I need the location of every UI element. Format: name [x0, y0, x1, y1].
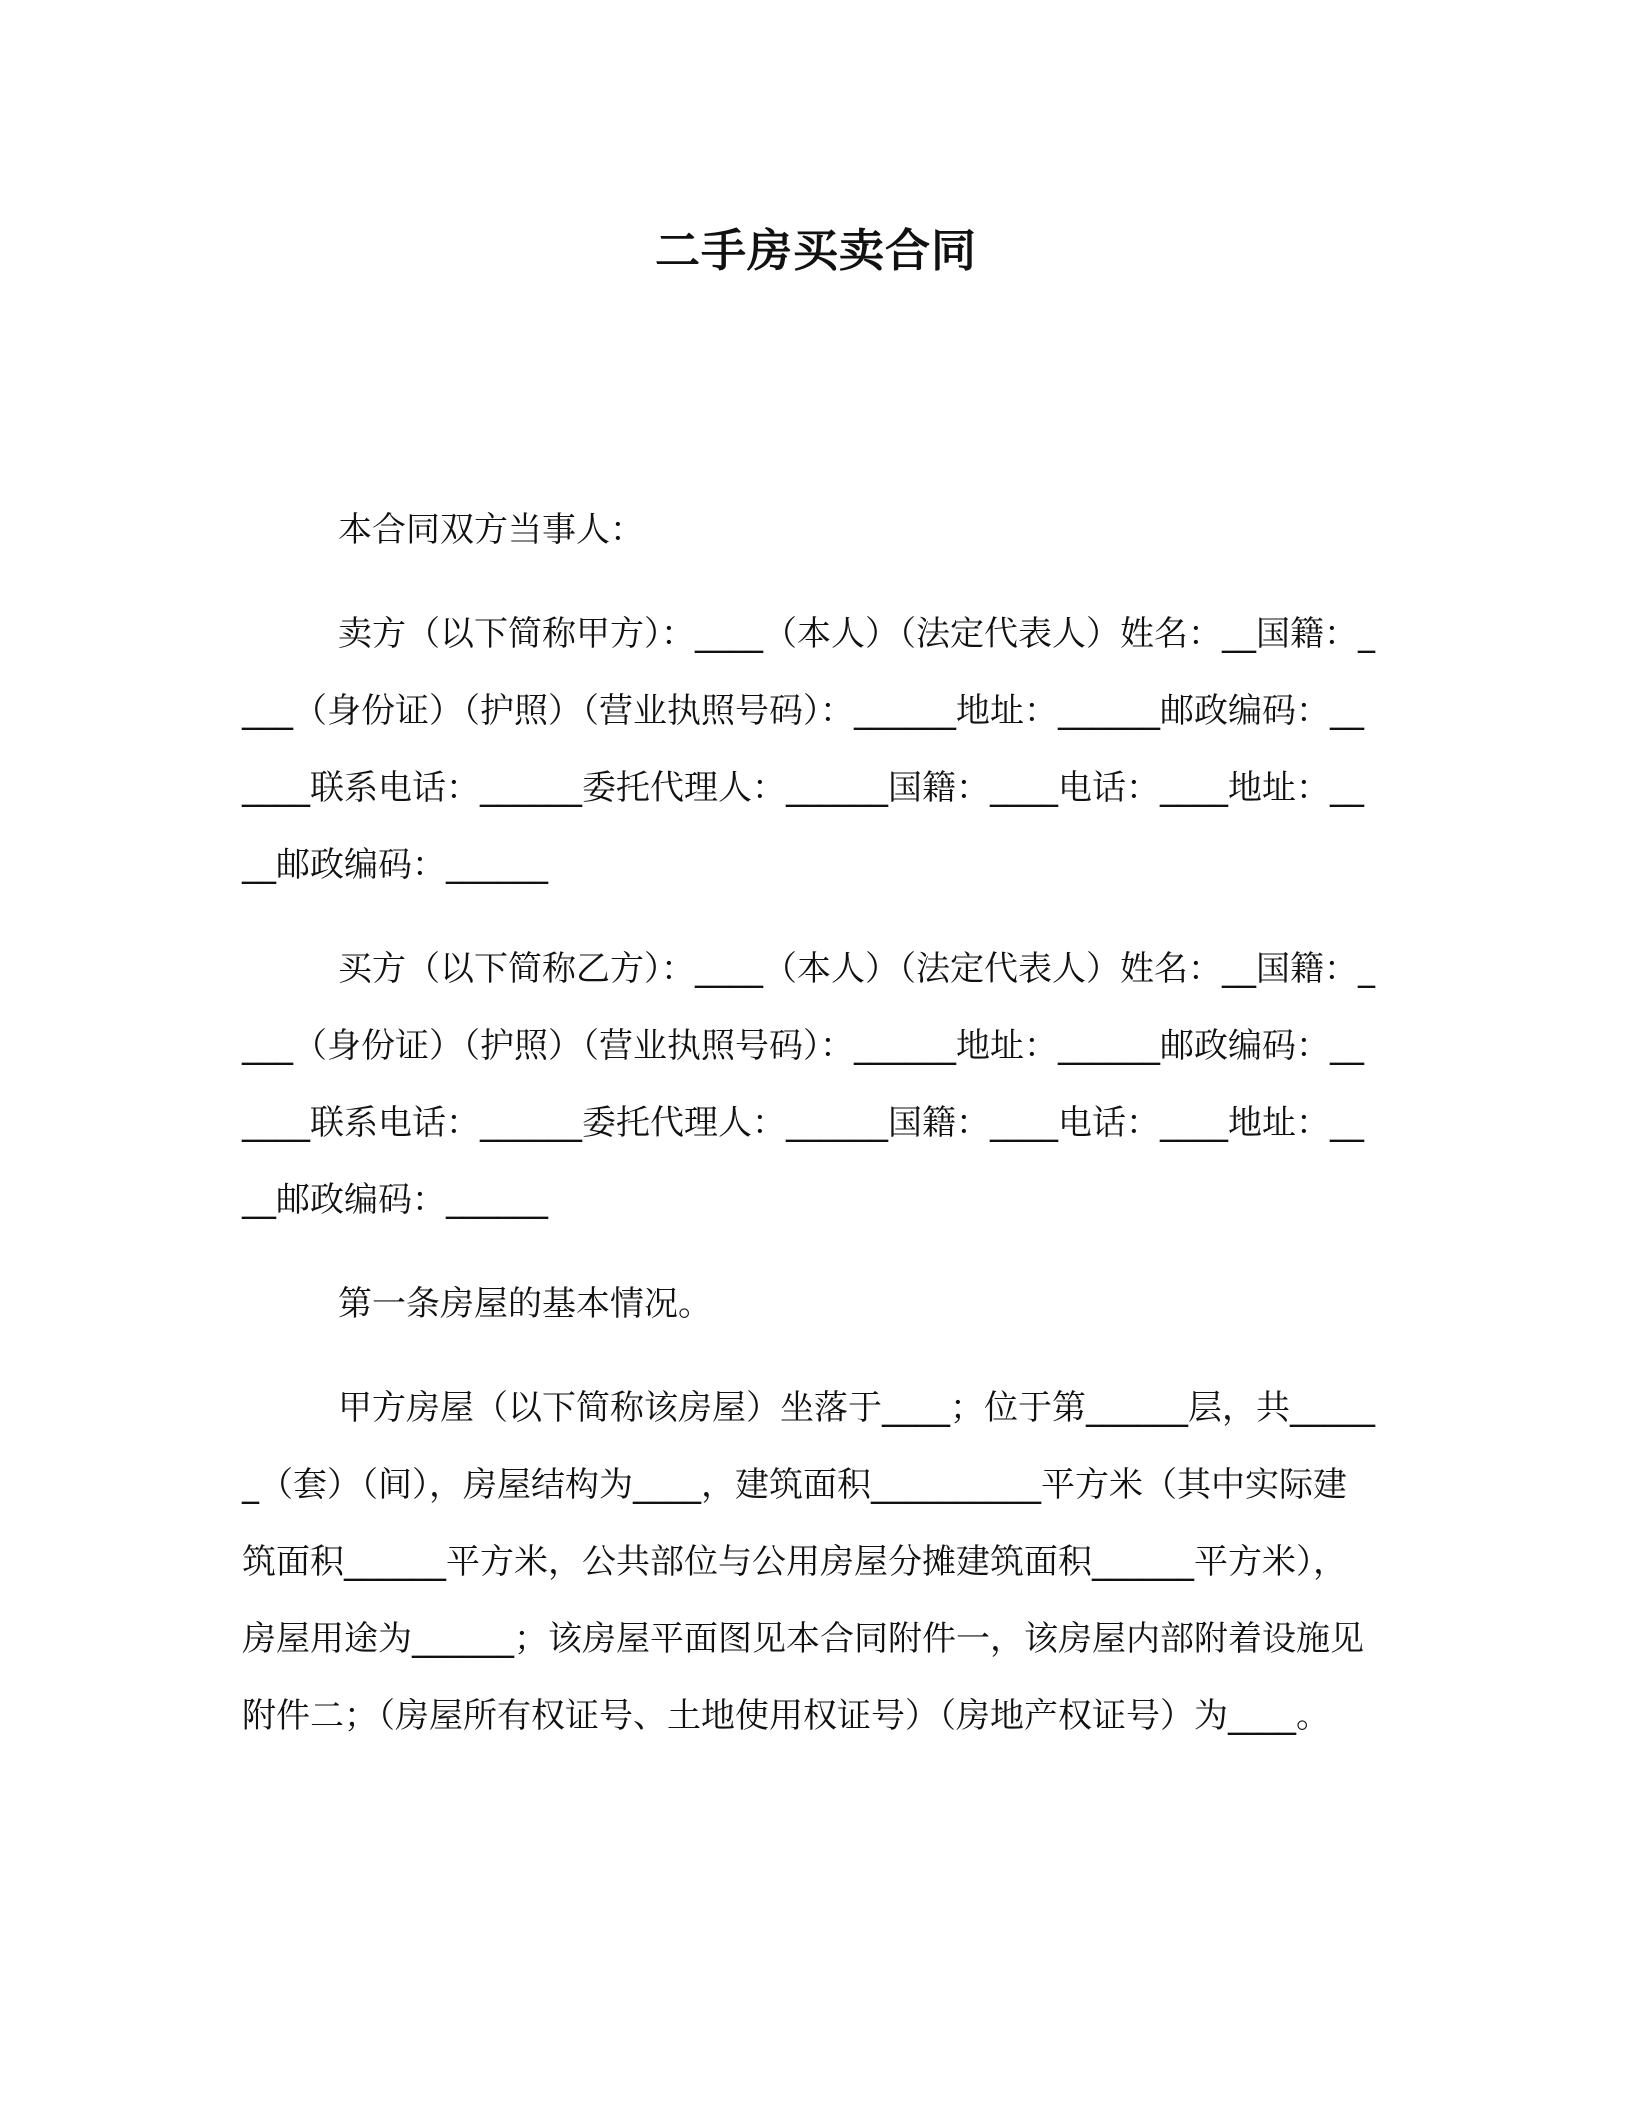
paragraph-buyer-info: 买方（以下简称乙方）：____（本人）（法定代表人）姓名：__国籍：____（身份证）（护照）（营业执照号码）：______地址：______邮政编码：______联系电话：______委托代理人：______国籍：____电话：____地址：____邮政编码：______	[242, 949, 1375, 1220]
document-body	[242, 492, 1377, 1755]
paragraph-seller-info: 卖方（以下简称甲方）：____（本人）（法定代表人）姓名：__国籍：____（身份证）（护照）（营业执照号码）：______地址：______邮政编码：______联系电话：______委托代理人：______国籍：____电话：____地址：____邮政编码：______	[242, 614, 1375, 885]
paragraph-article-one-heading: 第一条房屋的基本情况。	[338, 1284, 712, 1324]
paragraph-property-details: 甲方房屋（以下简称该房屋）坐落于____；位于第______层，共______（套）（间），房屋结构为____，建筑面积__________平方米（其中实际建筑面积______平方米，公共部位与公用房屋分摊建筑面积______平方米），房屋用途为______；该房屋平面图见本合同附件一，该房屋内部附着设施见附件二；（房屋所有权证号、土地使用权证号）（房地产权证号）为____。	[242, 1388, 1375, 1736]
document-title: 二手房买卖合同	[654, 224, 977, 277]
paragraph-parties-intro: 本合同双方当事人：	[338, 510, 644, 550]
